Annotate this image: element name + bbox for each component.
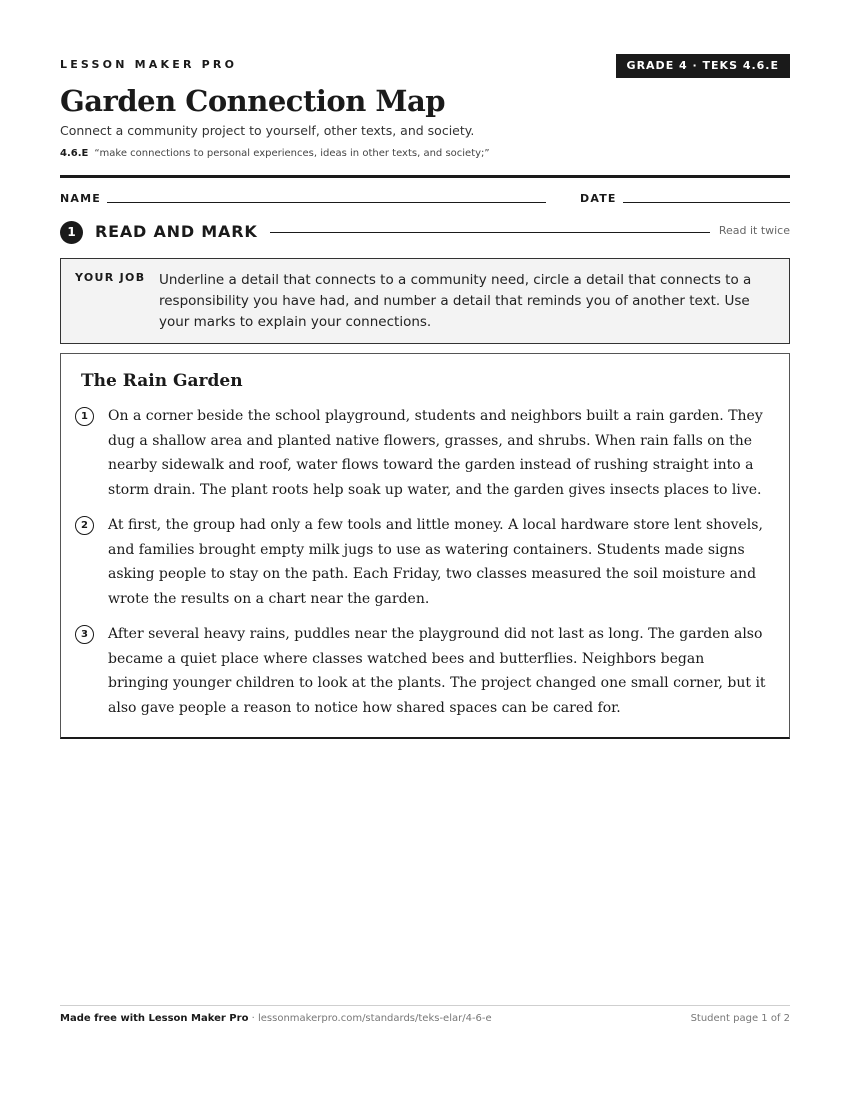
- paragraph-text[interactable]: After several heavy rains, puddles near the playground did not last as long. The garden also became a quiet place where classes watched bees and butterflies. Neighbors began bringing younger children to look at the plants. The project changed one small corner, but it also gave people a reason to notice how shared spaces can be cared for.: [108, 626, 766, 716]
- your-job-box: [60, 258, 790, 344]
- footer-brand: Made free with Lesson Maker Pro: [60, 1013, 249, 1024]
- worksheet-title: Garden Connection Map: [60, 84, 446, 118]
- worksheet-subtitle: Connect a community project to yourself, other texts, and society.: [60, 123, 475, 138]
- standard-text: “make connections to personal experiences, ideas in other texts, and society;”: [94, 148, 490, 159]
- paragraph-text[interactable]: At first, the group had only a few tools and little money. A local hardware store lent shovels, and families brought empty milk jugs to use as watering containers. Students made signs asking people to stay on the path. Each Friday, two classes measured the soil moisture and wrote the results on a chart near the garden.: [108, 517, 763, 607]
- paragraph-number-badge: 1: [75, 407, 94, 426]
- footer-url[interactable]: · lessonmakerpro.com/standards/teks-elar/4-6-e: [248, 1013, 492, 1024]
- paragraph-number-badge: 3: [75, 625, 94, 644]
- standard-line: [60, 148, 490, 159]
- name-label: NAME: [60, 192, 101, 205]
- footer-divider: [60, 1005, 790, 1006]
- standard-code: 4.6.E: [60, 148, 89, 159]
- name-field[interactable]: [107, 202, 546, 203]
- grade-badge: GRADE 4 · TEKS 4.6.E: [616, 54, 790, 78]
- passage-box: [60, 353, 790, 739]
- header-divider: [60, 175, 790, 178]
- your-job-text: Underline a detail that connects to a community need, circle a detail that connects to a responsibility you have had, and number a detail that reminds you of another text. Use your marks to explain your connections.: [159, 272, 752, 330]
- your-job-label: YOUR JOB: [75, 271, 146, 284]
- section-number-badge: 1: [60, 221, 83, 244]
- passage-title: The Rain Garden: [81, 371, 243, 391]
- section-note: Read it twice: [718, 224, 790, 237]
- paragraph-text[interactable]: On a corner beside the school playground, students and neighbors built a rain garden. They dug a shallow area and planted native flowers, grasses, and shrubs. When rain falls on the nearby sidewalk and roof, water flows toward the garden instead of rushing straight into a storm drain. The plant roots help soak up water, and the garden gives insects places to live.: [108, 408, 763, 498]
- brand-wordmark: LESSON MAKER PRO: [60, 58, 238, 71]
- section-title: READ AND MARK: [95, 222, 258, 241]
- paragraph-number-badge: 2: [75, 516, 94, 535]
- section-divider: [270, 232, 710, 233]
- date-label: DATE: [580, 192, 617, 205]
- footer-credit: [60, 1013, 492, 1024]
- footer-page-number: Student page 1 of 2: [690, 1013, 790, 1024]
- date-field[interactable]: [623, 202, 790, 203]
